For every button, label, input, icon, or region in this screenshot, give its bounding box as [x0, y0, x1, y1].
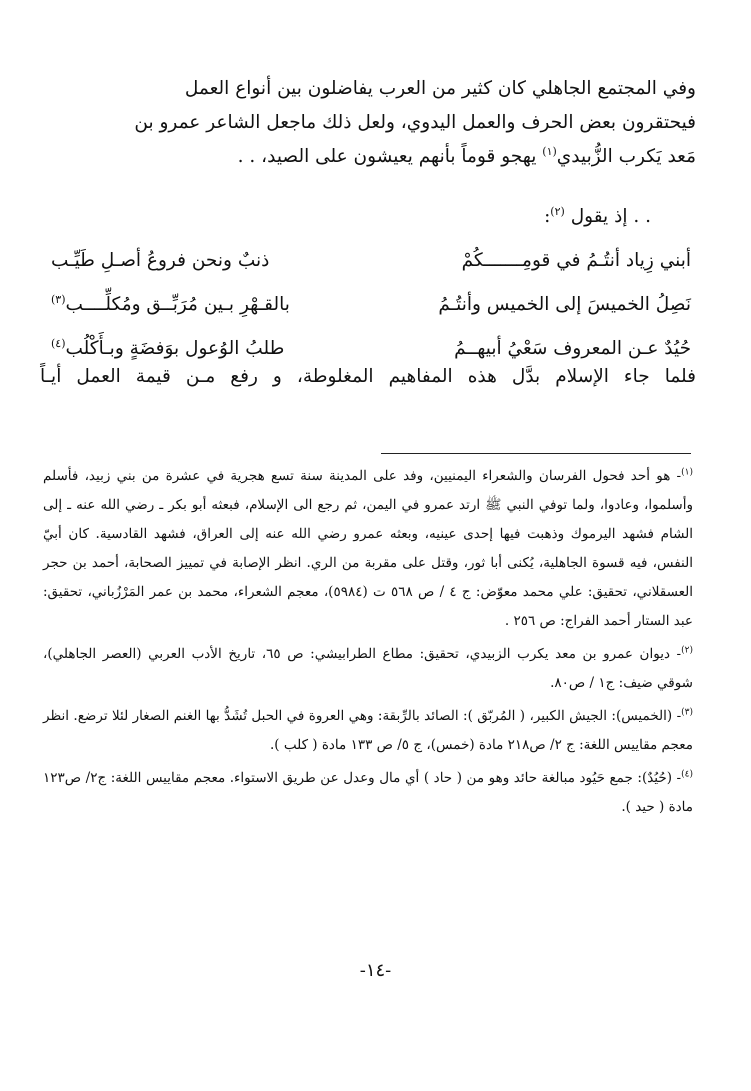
footnote-3-line-1: - (الخميس): الجيش الكبير، ( المُربّق ): الصائد بالرِّبقة: وهي العروة في الحبل تُشَدُّ بها الغنم الصغار لئلا [112, 708, 682, 724]
body-line-1: وفي المجتمع الجاهلي كان كثير من العرب يفاضلون بين أنواع العمل [184, 78, 696, 99]
footnote-1-line-6: ج ٤ / ص ٥٦٨ ت (٥٩٨٤)، معجم الشعراء، محمد بن عمر المَرْزُباني، تحقيق: عبد الستار أحمد [43, 584, 693, 629]
verse-3-sadr: حُيُدٌ عـن المعروف سَعْيُ أبيهــمُ [454, 338, 691, 359]
footnote-2 [43, 640, 693, 698]
footnotes [43, 462, 693, 826]
verse-2-ajuz-wrap [51, 294, 296, 338]
verse-intro-colon: : [544, 206, 551, 227]
footnote-4-line-2: مقاييس اللغة: ج٢/ ص١٢٣ مادة ( حيد ). [43, 770, 693, 815]
body-line-3 [40, 140, 696, 174]
footnote-1-line-3: أبو بكر ـ رضي الله عنه ـ إلى الشام فشهد اليرموك وذهبت فيها إحدى عينيه، وبعثه عمرو رضي الله [43, 497, 694, 542]
footnote-1-number: (١) [681, 467, 693, 478]
footnote-4-number: (٤) [681, 769, 693, 780]
footnote-1-line-7: الفراج: ص ٢٥٦ . [504, 613, 600, 629]
verse-2-sadr: نَصِلُ الخميسَ إلى الخميس وأنتُـمُ [438, 294, 691, 315]
main-paragraph [40, 72, 696, 174]
footnote-ref-2[interactable]: (٢) [550, 204, 565, 218]
footnote-ref-3[interactable]: (٣) [51, 292, 66, 306]
footnote-ref-1[interactable]: (١) [542, 144, 557, 158]
footnote-3-number: (٣) [681, 707, 694, 718]
page-number: -١٤- [359, 960, 392, 981]
closing-line: فلما جاء الإسلام بدَّل هذه المفاهيم المغلوطة، و رفع مـن قيمة العمل أيـاً [40, 366, 696, 387]
footnote-4 [43, 764, 693, 822]
poet-name: مَعد يَكرب الزُّبيدي [556, 146, 696, 167]
verse-1-ajuz: ذنبٌ ونحن فروعُ أصـلِ طَيِّـب [51, 250, 270, 271]
body-line-2: فيحتقرون بعض الحرف والعمل اليدوي، ولعل ذلك ماجعل الشاعر عمرو بن [134, 112, 696, 133]
footnote-3-line-2: ترضع. انظر معجم مقاييس اللغة: ج ٢/ ص٢١٨ مادة (خمس)، ج ٥/ ص ١٣٣ مادة ( كلب ). [43, 708, 693, 753]
verse-1 [51, 250, 691, 294]
footnote-3 [43, 702, 693, 760]
verse-intro [544, 206, 651, 227]
body-line-3-rest: يهجو قوماً بأنهم يعيشون على الصيد، . . [237, 146, 543, 167]
verse-intro-text: . . إذ يقول [570, 206, 651, 227]
footnote-1-line-5: من الري. انظر الإصابة في تمييز الصحابة، أحمد بن حجر العسقلاني، تحقيق: علي محمد معوّض: [43, 555, 693, 600]
footnote-1-line-4: عنه إلى العراق، فشهد القادسية. كان أبيّ النفس، فيه قسوة الجاهلية، يُكنى أبا ثور، وقتل على مقربة [43, 526, 693, 571]
poem [51, 250, 691, 382]
footnote-2-number: (٢) [681, 645, 693, 656]
footnote-2-line-1: - ديوان عمرو بن معد يكرب الزبيدي، تحقيق: مطاع الطرابيشي: ص ٦٥، تاريخ الأدب العربي [148, 646, 682, 662]
verse-3-ajuz: طلبُ الوُعول بوَفضَةٍ وبـأَكْلُب [65, 338, 285, 359]
verse-2 [51, 294, 691, 338]
footnote-1-line-2: زبيد، فأسلم وأسلموا، وعادوا، ولما توفي النبي ﷺ ارتد عمرو في اليمن، ثم رجع الى الإسلام، فبعثه [43, 468, 693, 513]
footnote-1 [43, 462, 693, 636]
footnote-ref-4[interactable]: (٤) [51, 336, 66, 350]
verse-2-ajuz: بالقـهْرِ بـين مُرَبِّــق ومُكلِّــــب [65, 294, 290, 315]
footnote-2-line-2: (العصر الجاهلي)، شوقي ضيف: ج١ / ص٨٠. [43, 646, 693, 691]
footnote-1-line-1: - هو أحد فحول الفرسان والشعراء اليمنيين، وفد على المدينة سنة تسع هجرية في عشرة من بني [116, 468, 682, 484]
footnote-divider [381, 453, 691, 454]
verse-1-sadr: أبني زِياد أنتُـمُ في قومِـــــــكُمْ [461, 250, 691, 271]
footnote-4-line-1: - (حُيُدٌ): جمع حَيُود مبالغة حائد وهو من ( حاد ) أي مال وعدل عن طريق الاستواء. معجم [193, 770, 682, 786]
